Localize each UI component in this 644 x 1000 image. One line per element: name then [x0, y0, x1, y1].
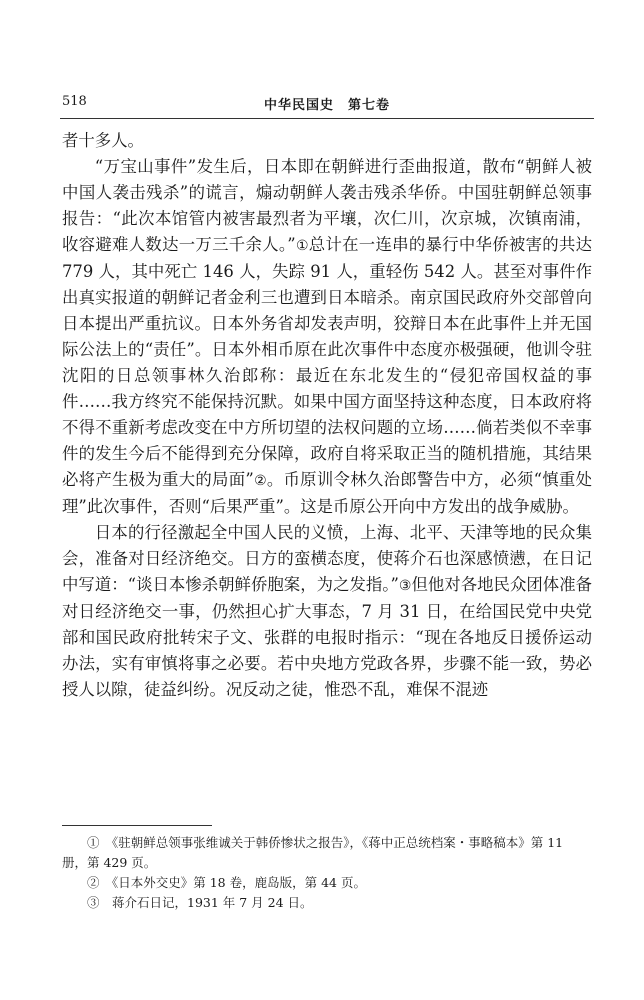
- paragraph-3: [62, 520, 592, 703]
- footnotes: [62, 833, 592, 913]
- footnote-ref-3: ③: [398, 578, 412, 594]
- footnote-3: ③ 蒋介石日记，1931 年 7 月 24 日。: [87, 895, 313, 910]
- paragraph-3-part-b: 但他对各地民众团体准备对日经济绝交一事，仍然担心扩大事态，7 月 31 日，在给国民党中央党部和国民政府批转宋子文、张群的电报时指示：“现在各地反日援侨运动办法，实有审慎将事之必要。若中央地方党政各界，步骤不能一致，势必授人以隙，徒益纠纷。况反动之徒，惟恐不乱，难保不混迹: [62, 575, 593, 699]
- paragraph-2-part-b: 总计在一连串的暴行中华侨被害的共达 779 人，其中死亡 146 人，失踪 91 人，重轻伤 542 人。甚至对事件作出真实报道的朝鲜记者金利三也遭到日本暗杀。南京国民政府外交部曾向日本提出严重抗议。日本外务省却发表声明，狡辩日本在此事件上并无国际公法上的“责任”。日本外相币原在此次事件中态度亦极强硬，他训令驻沈阳的日总领事林久治郎称：最近在东北发生的“侵犯帝国权益的事件……我方终究不能保持沉默。如果中国方面坚持这种态度，日本政府将不得不重新考虑改变在中方所切望的法权问题的立场……倘若类似不幸事件的发生今后不能得到充分保障，政府自将采取正当的随机措施，其结果必将产生极为重大的局面”: [62, 235, 593, 489]
- body-text: [62, 128, 592, 703]
- footnote-rule: [62, 825, 212, 826]
- paragraph-2-part-c: 。币原训令林久治郎警告中方，必须“慎重处理”此次事件，否则“后果严重”。这是币原公开向中方发出的战争威胁。: [62, 470, 592, 516]
- header-rule: [60, 118, 594, 119]
- running-title: 中华民国史 第七卷: [263, 98, 390, 113]
- paragraph-2-part-a: “万宝山事件”发生后，日本即在朝鲜进行歪曲报道，散布“朝鲜人被中国人袭击残杀”的谎言，煽动朝鲜人袭击残杀华侨。中国驻朝鲜总领事报告：“此次本馆管内被害最烈者为平壤，次仁川，次京城，次镇南浦，收容避难人数达一万三千余人。”: [62, 157, 592, 254]
- paragraph-3-part-a: 日本的行径激起全中国人民的义愤，上海、北平、天津等地的民众集会，准备对日经济绝交。日方的蛮横态度，使蒋介石也深感愤懑，在日记中写道：“谈日本惨杀朝鲜侨胞案，为之发指。”: [62, 523, 592, 594]
- footnote-1: ① 《驻朝鲜总领事张维诚关于韩侨惨状之报告》，《蒋中正总统档案・事略稿本》第 11 册，第 429 页。: [62, 835, 564, 870]
- page-header: [62, 94, 592, 114]
- paragraph-2: [62, 154, 592, 520]
- page-number: 518: [62, 94, 87, 109]
- paragraph-1: 者十多人。: [62, 131, 144, 150]
- footnote-ref-1: ①: [295, 238, 309, 254]
- footnote-ref-2: ②: [253, 473, 267, 489]
- footnote-2: ② 《日本外交史》第 18 卷，鹿岛版，第 44 页。: [87, 875, 366, 890]
